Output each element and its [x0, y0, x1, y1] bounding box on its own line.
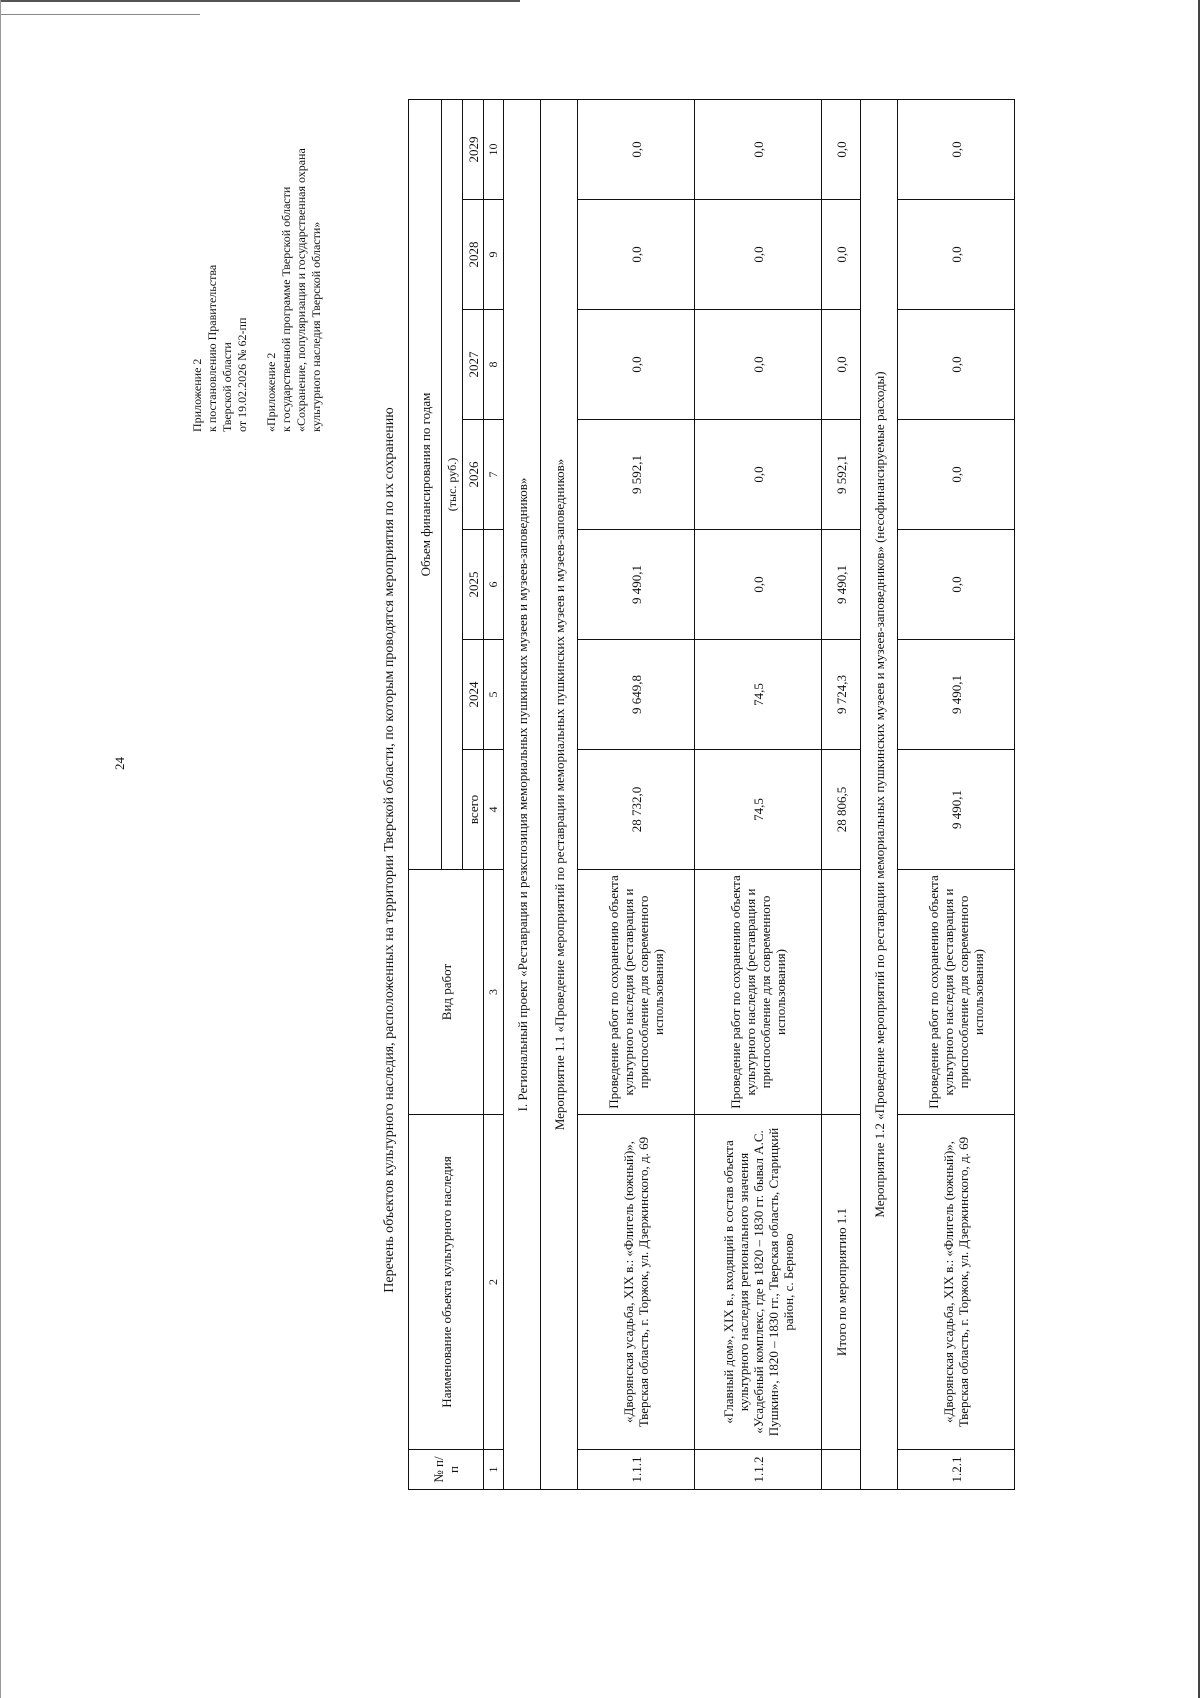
appendix-line: Тверской области — [220, 342, 234, 432]
appendix-header — [190, 42, 324, 432]
appendix-line: Приложение 2 — [190, 358, 204, 432]
measure-title: Мероприятие 1.1 «Проведение мероприятий по реставрации мемориальных пушкинских музеев и музеев-заповедников» — [541, 99, 578, 1489]
header-row — [409, 99, 442, 1489]
year-value: 9 592,1 — [822, 420, 861, 530]
year-value: 0,0 — [695, 530, 822, 640]
year-value: 0,0 — [695, 99, 822, 199]
year-value: 0,0 — [695, 200, 822, 310]
page-number: 24 — [112, 757, 127, 770]
column-index: 2 — [484, 1115, 504, 1450]
section-row — [504, 99, 541, 1489]
year-value: 9 592,1 — [578, 420, 695, 530]
heritage-objects-table — [408, 99, 1015, 1490]
column-index: 4 — [484, 750, 504, 870]
year-value: 0,0 — [695, 420, 822, 530]
year-value: 9 490,1 — [822, 530, 861, 640]
year-value: 9 490,1 — [898, 640, 1015, 750]
table-row — [695, 99, 822, 1489]
year-value: 0,0 — [578, 99, 695, 199]
year-value: 9 724,3 — [822, 640, 861, 750]
scan-artifact-top-2 — [0, 14, 200, 15]
section-title: I. Региональный проект «Реставрация и резкспозиция мемориальных пушкинских музеев и музеев-заповедников» — [504, 99, 541, 1489]
year-value: 0,0 — [578, 200, 695, 310]
header-year: 2024 — [463, 640, 484, 750]
work-type — [822, 870, 861, 1115]
header-year: 2027 — [463, 310, 484, 420]
subtotal-row — [822, 99, 861, 1489]
table-row — [578, 99, 695, 1489]
total-value: 9 490,1 — [898, 750, 1015, 870]
appendix-line: от 19.02.2026 № 62-пп — [235, 317, 249, 432]
object-name: «Главный дом», XIX в., входящий в состав объекта культурного наследия регионального значения «Усадебный комплекс, где в 1820 – 1830 гг. бывал А.С. Пушкин», 1820 – 1830 гг., Тверская область, Старицкий район, с. Берново — [695, 1115, 822, 1450]
program-line: к государственной программе Тверской области — [279, 186, 293, 432]
object-name: «Дворянская усадьба, XIX в.: «Флигель (южный)», Тверская область, г. Торжок, ул. Дзержинского, д. 69 — [898, 1115, 1015, 1450]
row-num: 1.2.1 — [898, 1450, 1015, 1490]
header-funding: Объем финансирования по годам — [409, 99, 442, 869]
header-units: (тыс. руб.) — [442, 99, 463, 869]
header-total: всего — [463, 750, 484, 870]
work-type: Проведение работ по сохранению объекта культурного наследия (реставрация и приспособление для современного использования) — [578, 870, 695, 1115]
rotated-document-page — [30, 40, 1170, 1660]
year-value: 0,0 — [898, 420, 1015, 530]
year-value: 9 490,1 — [578, 530, 695, 640]
total-value: 28 732,0 — [578, 750, 695, 870]
row-num: 1.1.2 — [695, 1450, 822, 1490]
work-type: Проведение работ по сохранению объекта культурного наследия (реставрация и приспособление для современного использования) — [695, 870, 822, 1115]
year-value: 0,0 — [898, 310, 1015, 420]
measure-row — [861, 99, 898, 1489]
header-year: 2028 — [463, 200, 484, 310]
year-value: 0,0 — [578, 310, 695, 420]
header-object-name: Наименование объекта культурного наследия — [409, 1115, 484, 1450]
header-num: № п/п — [409, 1450, 484, 1490]
program-line: культурного наследия Тверской области» — [309, 221, 323, 432]
scan-edge-left — [0, 0, 1, 1698]
year-value: 0,0 — [822, 310, 861, 420]
column-index: 7 — [484, 420, 504, 530]
total-value: 28 806,5 — [822, 750, 861, 870]
header-year: 2029 — [463, 99, 484, 199]
header-year: 2026 — [463, 420, 484, 530]
row-num — [822, 1450, 861, 1490]
column-index-row — [484, 99, 504, 1489]
total-value: 74,5 — [695, 750, 822, 870]
program-line: «Приложение 2 — [264, 352, 278, 432]
column-index: 6 — [484, 530, 504, 640]
year-value: 9 649,8 — [578, 640, 695, 750]
column-index: 9 — [484, 200, 504, 310]
year-value: 0,0 — [898, 200, 1015, 310]
scan-artifact-top — [0, 0, 520, 2]
year-value: 0,0 — [898, 530, 1015, 640]
column-index: 8 — [484, 310, 504, 420]
column-index: 5 — [484, 640, 504, 750]
measure-title: Мероприятие 1.2 «Проведение мероприятий по реставрации мемориальных пушкинских музеев и музеев-заповедников» (несофинансируемые расходы) — [861, 99, 898, 1489]
year-value: 0,0 — [822, 200, 861, 310]
program-line: «Сохранение, популяризация и государственная охрана — [294, 148, 308, 432]
year-value: 0,0 — [822, 99, 861, 199]
column-index: 3 — [484, 870, 504, 1115]
column-index: 10 — [484, 99, 504, 199]
document-title: Перечень объектов культурного наследия, расположенных на территории Тверской области, по которым проводятся мероприятия по их сохранению — [382, 407, 397, 1293]
object-name: «Дворянская усадьба, XIX в.: «Флигель (южный)», Тверская область, г. Торжок, ул. Дзержинского, д. 69 — [578, 1115, 695, 1450]
year-value: 0,0 — [695, 310, 822, 420]
header-year: 2025 — [463, 530, 484, 640]
measure-row — [541, 99, 578, 1489]
row-num: 1.1.1 — [578, 1450, 695, 1490]
table-row — [898, 99, 1015, 1489]
subtotal-label: Итого по мероприятию 1.1 — [822, 1115, 861, 1450]
year-value: 0,0 — [898, 99, 1015, 199]
year-value: 74,5 — [695, 640, 822, 750]
header-work-type: Вид работ — [409, 870, 484, 1115]
appendix-line: к постановлению Правительства — [205, 264, 219, 432]
work-type: Проведение работ по сохранению объекта культурного наследия (реставрация и приспособление для современного использования) — [898, 870, 1015, 1115]
column-index: 1 — [484, 1450, 504, 1490]
